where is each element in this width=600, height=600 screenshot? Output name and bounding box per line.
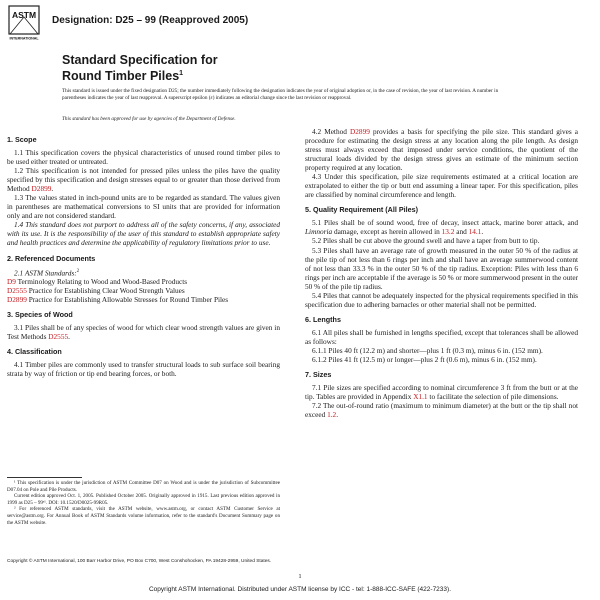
sizes-7-1: 7.1 Pile sizes are specified according to nominal circumference 3 ft from the butt or at the tip. Tables are provided in Appendix X1.1 to facilitate the selection of pile dimensions. [305, 383, 578, 402]
link-d2555[interactable]: D2555 [7, 286, 27, 296]
document-title [62, 53, 218, 83]
title-footnote-mark: 1 [179, 70, 184, 77]
footnote-divider [7, 477, 82, 478]
section-lengths-heading: 6. Lengths [305, 314, 341, 324]
section-quality-heading: 5. Quality Requirement (All Piles) [305, 205, 419, 215]
link-x1-1[interactable]: X1.1 [413, 392, 428, 402]
lengths-6-1: 6.1 All piles shall be furnished in lengths specified, except that tolerances shall be allowed as follows: [305, 327, 578, 346]
quality-5-2: 5.2 Piles shall be cut above the ground swell and have a taper from butt to tip. [312, 236, 540, 246]
footnote-1b: Current edition approved Oct. 1, 2005. Published October 2005. Originally approved in 1915. Last previous edition approved in 1999 as D25 – 99ᵉ¹. DOI: 10.1520/D0025-99R05. [7, 493, 280, 506]
dod-note: This standard has been approved for use by agencies of the Department of Defense. [62, 116, 236, 122]
scope-1-4: 1.4 This standard does not purport to address all of the safety concerns, if any, associated with its use. It is the responsibility of the user of this standard to establish appropriate safety and health practices and determine the applicability of regulatory limitations prior to use. [7, 220, 280, 248]
lengths-6-1-2: 6.1.2 Piles 41 ft (12.5 m) or longer—plus 2 ft (0.6 m), minus 6 in. (152 mm). [312, 354, 537, 364]
license-line: Copyright ASTM International. Distributed under ASTM license by ICC - tel: 1-888-ICC-SAFE (422-7233). [148, 586, 451, 593]
link-d2899-class[interactable]: D2899 [350, 127, 370, 136]
quality-5-4: 5.4 Piles that cannot be adequately inspected for the physical requirements specified in this specification due to adhering barnacles or other material shall not be permitted. [305, 290, 578, 309]
species-3-1: 3.1 Piles shall be of any species of wood for which clear wood strength values are given in Test Methods D2555. [7, 323, 280, 342]
sizes-7-2: 7.2 The out-of-round ratio (maximum to minimum diameter) at the butt or the tip shall not exceed 1.2. [305, 401, 578, 420]
section-sizes-heading: 7. Sizes [305, 370, 332, 380]
link-1-2[interactable]: 1.2 [327, 410, 337, 420]
scope-1-3: 1.3 The values stated in inch-pound units are to be regarded as standard. The values given in parentheses are mathematical conversions to SI units that are provided for information only and are not considered standard. [7, 193, 280, 221]
logo-text: ASTM [11, 10, 37, 20]
classification-4-1: 4.1 Timber piles are commonly used to transfer structural loads to sub surface soil bearing strata by way of friction or tip end bearing forces, or both. [7, 360, 280, 379]
footnote-1: ¹ This specification is under the jurisdiction of ASTM Committee D07 on Wood and is under the jurisdiction of Subcommittee D07.04 on Pole and Pile Products. [7, 480, 280, 493]
page-number: 1 [298, 573, 302, 580]
scope-1-2: 1.2 This specification is not intended for pressed piles unless the piles have the quality specified by this specification and design stresses equal to or greater than those derived from Method D2899. [7, 166, 280, 194]
link-14-1[interactable]: 14.1 [468, 227, 482, 237]
link-d9[interactable]: D9 [7, 276, 16, 286]
classification-4-3: 4.3 Under this specification, pile size requirements estimated at a critical location are extrapolated to either the tip or butt end assuming a linear taper. For this specification, piles are classified by nominal circumference and length. [305, 172, 578, 200]
quality-5-3: 5.3 Piles shall have an average rate of growth measured in the outer 50 % of the radius at the pile tip of not less than 6 rings per inch and shall have an average summerwood content of not less than 33.3 % in the outer 50 % of the tip radius. Exception: Piles with less than 6 rings per inch are acceptable if the average is 50 % or more summerwood present in the outer 50 % of the pile tip radius. [305, 245, 578, 291]
left-column [7, 129, 280, 378]
issuance-note: This standard is issued under the fixed designation D25; the number immediately following the designation indicates the year of original adoption or, in the case of revision, the year of last revision. A number in parentheses indicates the year of last reapproval. A superscript epsilon (ε) indicates an editorial change since the last revision or reapproval. [62, 88, 499, 101]
referenced-2-1: 2.1 ASTM Standards:$^2$ [14, 267, 80, 277]
lengths-6-1-1: 6.1.1 Piles 40 ft (12.2 m) and shorter—plus 1 ft (0.3 m), minus 6 in. (152 mm). [312, 345, 543, 355]
link-d2899-ref[interactable]: D2899 [7, 295, 27, 305]
title-line-1: Standard Specification for [62, 53, 218, 67]
designation: Designation: D25 – 99 (Reapproved 2005) [52, 15, 249, 26]
footnotes [7, 480, 280, 526]
section-referenced-heading: 2. Referenced Documents [7, 253, 96, 263]
title-line-2: Round Timber Piles$^1$ [62, 69, 184, 84]
link-d2899[interactable]: D2899 [31, 184, 52, 194]
ref-d9: D9 Terminology Relating to Wood and Wood-Based Products [7, 276, 188, 286]
section-classification-heading: 4. Classification [7, 347, 62, 357]
ref-d2555: D2555 Practice for Establishing Clear Wood Strength Values [7, 286, 185, 296]
ref-d2899: D2899 Practice for Establishing Allowable Stresses for Round Timber Piles [7, 295, 229, 305]
section-species-heading: 3. Species of Wood [7, 310, 73, 320]
classification-4-2: 4.2 Method D2899 provides a basis for specifying the pile size. This standard gives a procedure for estimating the design stress at any location along the pile length. As design stress must always exceed that imposed under service conditions, the quotient of the structural loads divided by the design stress gives an estimate of the minimum section property required at any location. [305, 127, 578, 173]
quality-5-1: 5.1 Piles shall be of sound wood, free of decay, insect attack, marine borer attack, and Limnoria damage, except as herein allowed in 13.2 and 14.1. [305, 218, 578, 237]
astm-logo [6, 5, 42, 41]
link-d2555-species[interactable]: D2555 [48, 332, 69, 342]
section-scope-heading: 1. Scope [7, 135, 37, 144]
link-13-2[interactable]: 13.2 [441, 227, 455, 237]
right-column [305, 127, 578, 419]
scope-1-1: 1.1 This specification covers the physical characteristics of unused round timber piles to be used either treated or untreated. [7, 148, 280, 167]
logo-subtext: INTERNATIONAL [9, 36, 39, 41]
copyright-line: Copyright © ASTM International, 100 Barr Harbor Drive, PO Box C700, West Conshohocken, PA 19428-2959, United States. [7, 559, 272, 564]
footnote-2: ² For referenced ASTM standards, visit the ASTM website, www.astm.org, or contact ASTM Customer Service at service@astm.org. For Annual Book of ASTM Standards volume information, refer to the standard's Document Summary page on the ASTM website. [7, 506, 280, 526]
